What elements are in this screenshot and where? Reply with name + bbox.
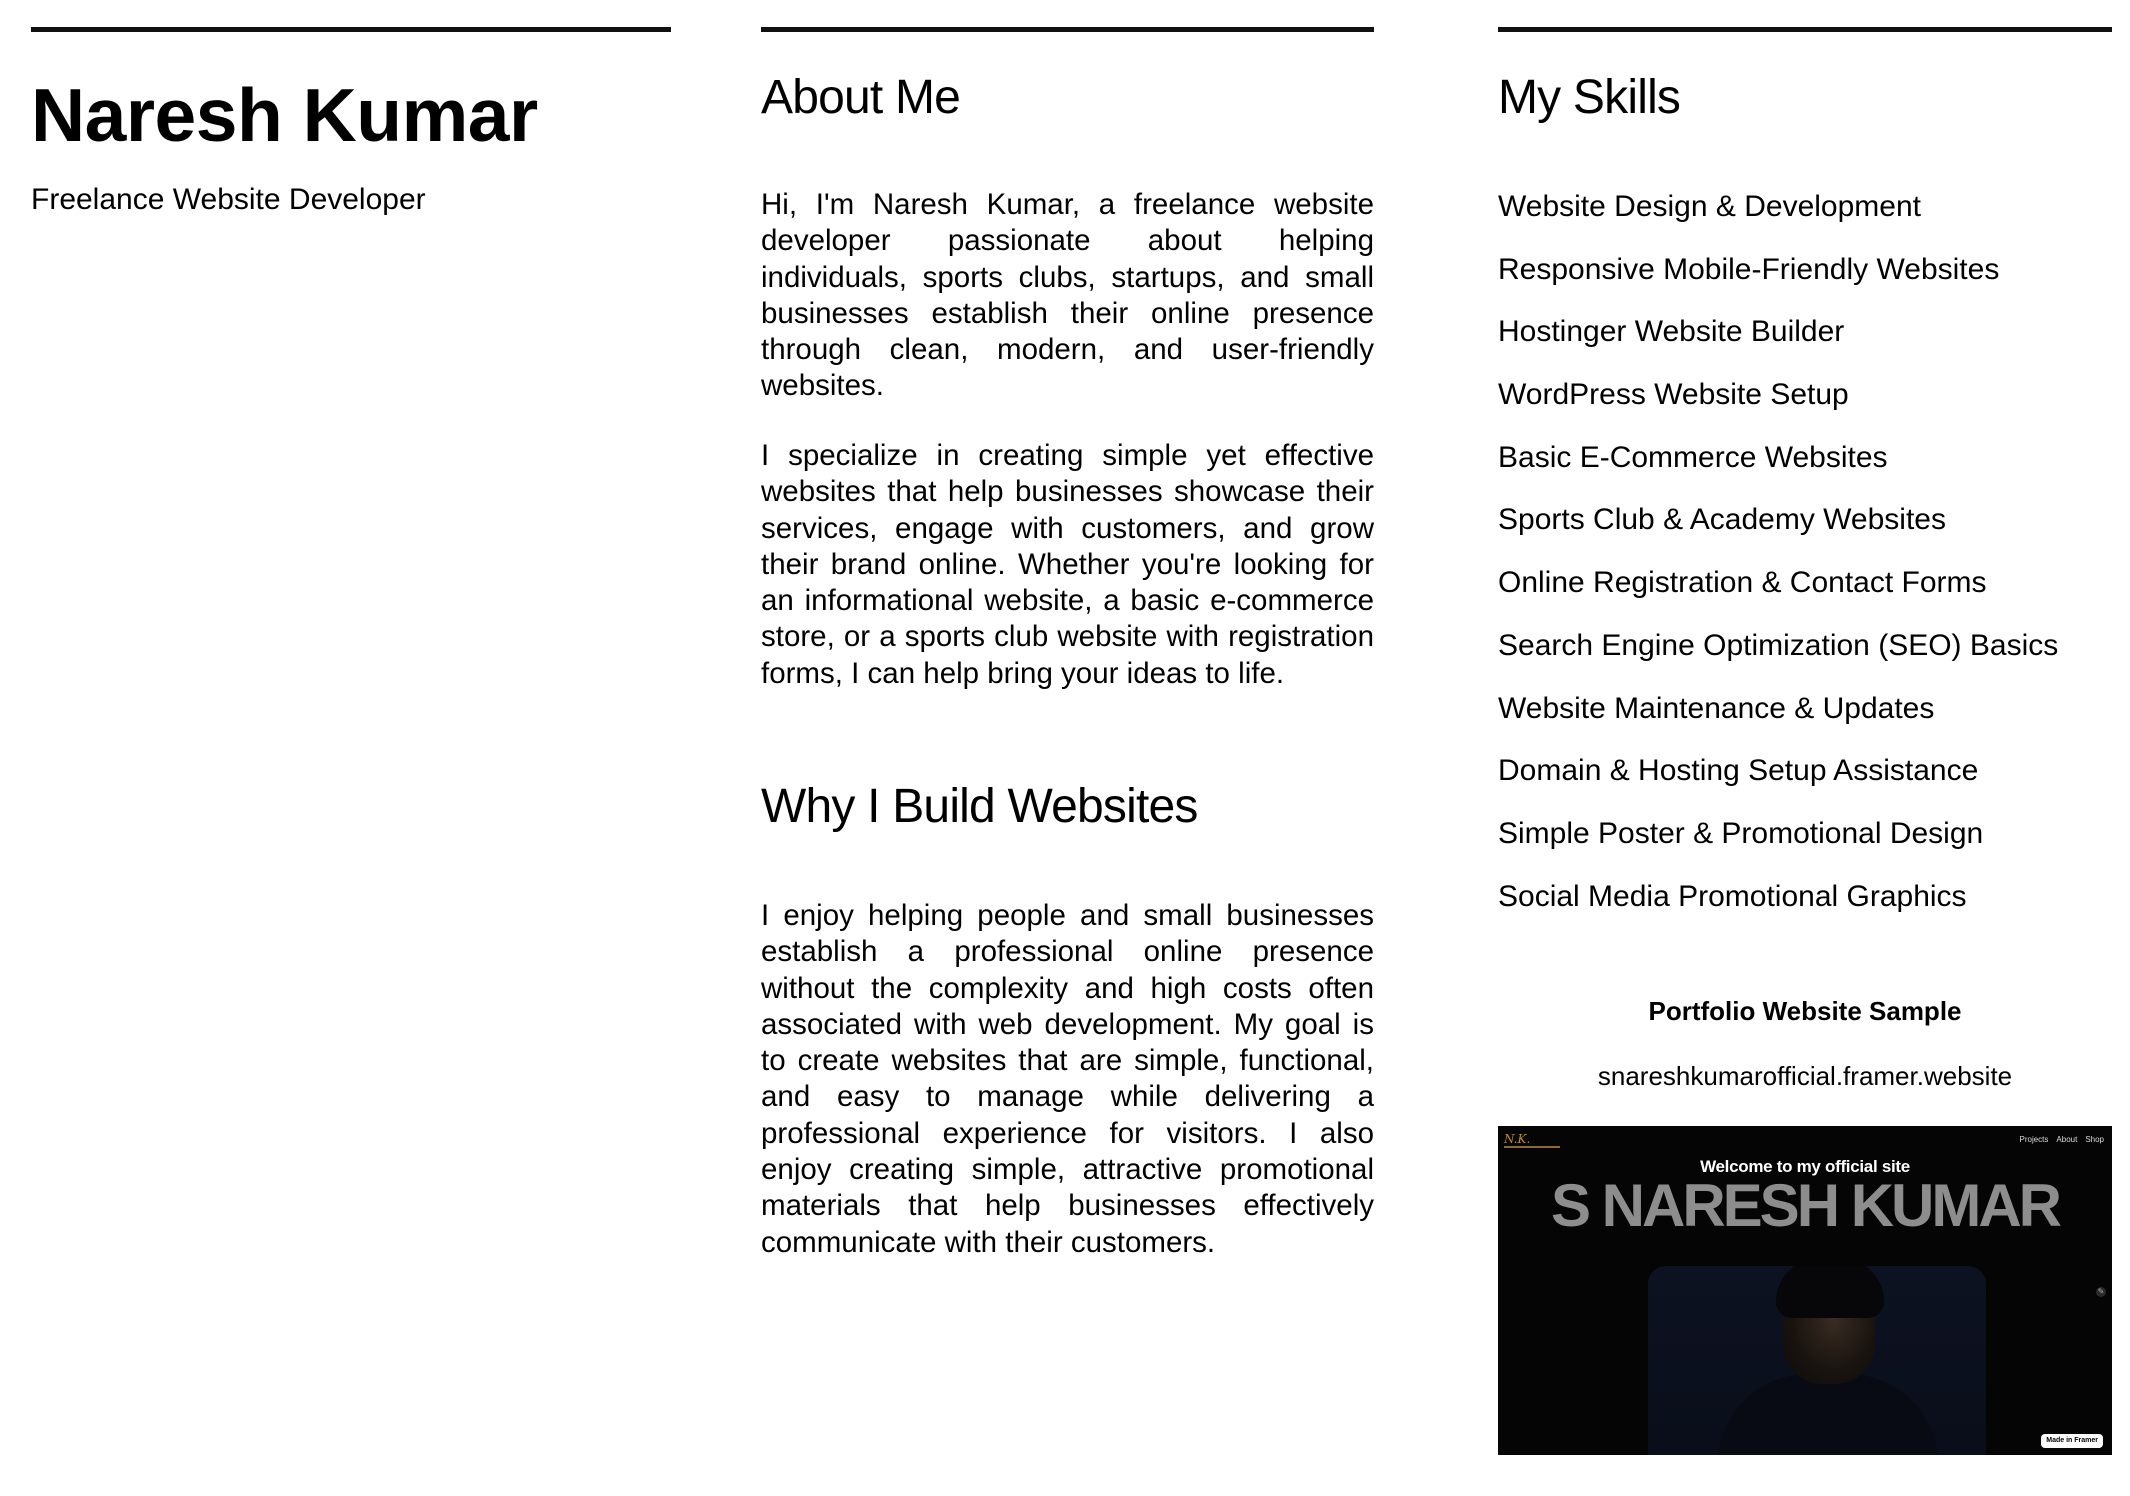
why-paragraph: I enjoy helping people and small businesses establish a professional online presence without the complexity and high costs often associated with web development. My goal is to create websites that are simple, functional, and easy to manage while delivering a professional experience for visitors. I also enjoy creating simple, attractive promotional materials that help businesses effectively communicate with their customers. bbox=[761, 899, 1374, 1259]
preview-nav bbox=[2020, 1135, 2105, 1144]
skill-item: Website Design & Development bbox=[1498, 190, 1921, 223]
profile-role: Freelance Website Developer bbox=[31, 183, 426, 216]
top-divider bbox=[761, 27, 1374, 32]
about-paragraph-2: I specialize in creating simple yet effective websites that help businesses showcase their services, engage with customers, and grow their brand online. Whether you're looking for an informational website, a basic e-commerce store, or a sports club website with registration forms, I can help bring your ideas to life. bbox=[761, 439, 1374, 690]
skills-column bbox=[1498, 0, 2112, 1496]
profile-name: Naresh Kumar bbox=[31, 73, 538, 157]
about-paragraph-1: Hi, I'm Naresh Kumar, a freelance website developer passionate about helping individuals, sports clubs, startups, and small businesses establish their online presence through clean, modern, and user-friendly websites. bbox=[761, 188, 1374, 403]
skill-item: Hostinger Website Builder bbox=[1498, 315, 1845, 349]
preview-logo-underline bbox=[1504, 1146, 1560, 1148]
preview-hero-name: S NARESH KUMAR bbox=[1550, 1172, 2060, 1239]
skill-item: Website Maintenance & Updates bbox=[1498, 691, 1935, 725]
preview-nav-item: Shop bbox=[2085, 1135, 2104, 1144]
portrait-body bbox=[1718, 1374, 1938, 1455]
top-divider bbox=[1498, 27, 2112, 32]
skill-item: Basic E-Commerce Websites bbox=[1498, 440, 1888, 474]
preview-framer-badge: Made in Framer bbox=[2041, 1434, 2103, 1448]
top-divider bbox=[31, 27, 671, 32]
skill-item: WordPress Website Setup bbox=[1498, 378, 1849, 412]
about-column bbox=[761, 0, 1374, 1496]
portfolio-url-link[interactable]: snareshkumarofficial.framer.website bbox=[1597, 1061, 2013, 1091]
portfolio-title: Portfolio Website Sample bbox=[1648, 996, 1962, 1026]
portfolio-preview-image[interactable] bbox=[1498, 1126, 2112, 1455]
skill-item: Responsive Mobile-Friendly Websites bbox=[1498, 252, 2000, 286]
skill-item: Simple Poster & Promotional Design bbox=[1498, 816, 1984, 850]
preview-portrait-photo bbox=[1648, 1266, 1986, 1455]
skills-heading: My Skills bbox=[1498, 71, 1681, 124]
skill-item: Domain & Hosting Setup Assistance bbox=[1498, 754, 1979, 788]
preview-nav-item: About bbox=[2056, 1135, 2078, 1144]
skill-item: Sports Club & Academy Websites bbox=[1498, 503, 1946, 537]
profile-column bbox=[31, 0, 671, 300]
portrait-hair bbox=[1776, 1266, 1884, 1318]
about-heading: About Me bbox=[761, 71, 961, 124]
skill-item: Online Registration & Contact Forms bbox=[1498, 566, 1987, 600]
skills-list bbox=[1498, 182, 2058, 934]
skill-item: Social Media Promotional Graphics bbox=[1498, 879, 1967, 913]
preview-nav-item: Projects bbox=[2019, 1135, 2049, 1144]
skill-item: Search Engine Optimization (SEO) Basics bbox=[1498, 628, 2059, 662]
why-heading: Why I Build Websites bbox=[761, 780, 1198, 833]
preview-edit-icon: ✎ bbox=[2097, 1287, 2105, 1296]
preview-welcome-text: Welcome to my official site bbox=[1700, 1157, 1910, 1176]
preview-logo: N.K. bbox=[1504, 1132, 1531, 1146]
